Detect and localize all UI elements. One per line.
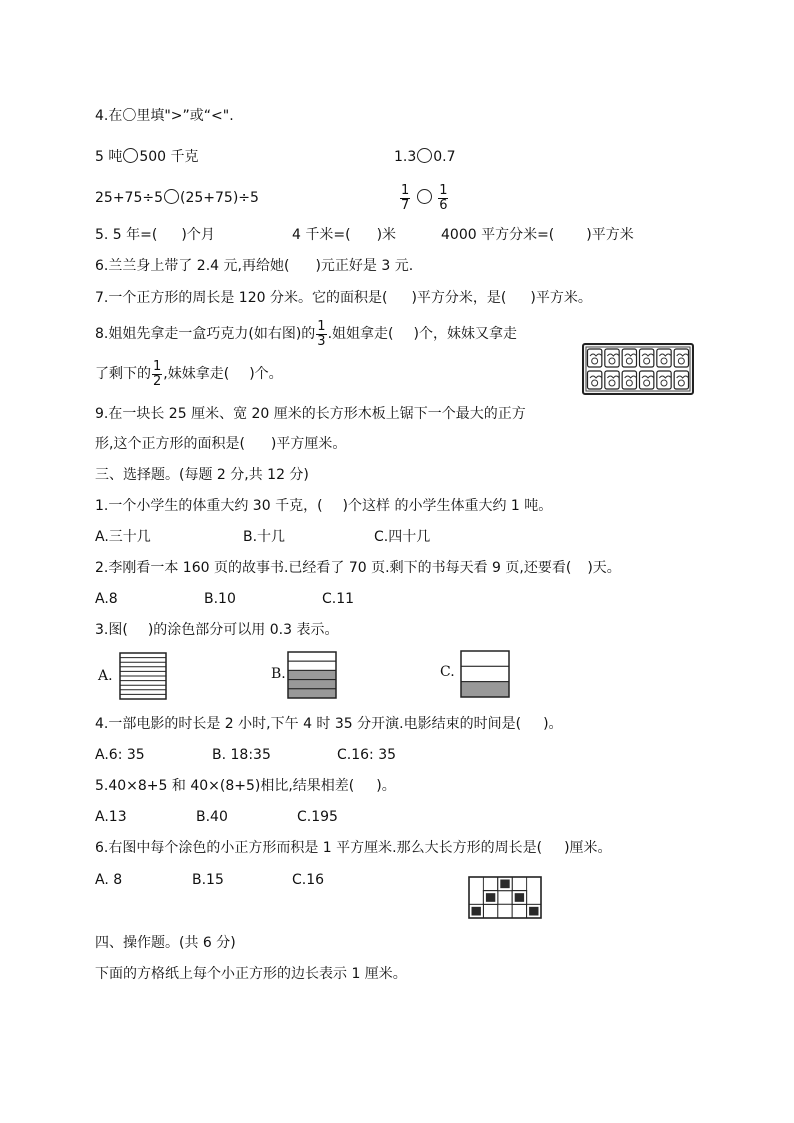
chocolate-box-figure (582, 343, 694, 395)
choice-3-figure-a[interactable] (119, 652, 167, 700)
q9-line1: 9.在一块长 25 厘米、宽 20 厘米的长方形木板上锯下一个最大的正方 (95, 406, 526, 422)
grid-cell (498, 891, 512, 905)
choice-4-option-c[interactable]: C.16: 35 (337, 747, 397, 763)
q8-line1: 8.姐姐先拿走一盒巧克力(如右图)的 $\frac{1}{3}$ .姐姐拿走( )个，妹妹又拿走 (95, 318, 517, 349)
choice-4-option-b[interactable]: B. 18:35 (212, 747, 271, 763)
blank-strip (461, 666, 509, 681)
shaded-strip (288, 680, 336, 689)
grid-cell (498, 904, 512, 918)
choice-5-option-a[interactable]: A.13 (95, 809, 127, 825)
blank-strip (461, 651, 509, 666)
fraction: $\frac{1}{7}$ (401, 182, 410, 213)
compare-circle[interactable] (123, 148, 138, 163)
choice-2-option-c[interactable]: C.11 (322, 591, 355, 607)
choice-3-figure-b[interactable] (287, 651, 337, 699)
q4-compare-b: 1.3 0.7 (394, 149, 456, 165)
choice-1-option-a[interactable]: A.三十几 (95, 529, 151, 545)
q5-part2: 4 千米=( )米 (292, 227, 397, 243)
choice-3-option-a-label[interactable]: A. (98, 668, 113, 684)
q6-line: 6.兰兰身上带了 2.4 元,再给她( )元正好是 3 元. (95, 258, 414, 274)
choice-5-option-c[interactable]: C.195 (297, 809, 338, 825)
shaded-square (529, 907, 538, 916)
choice-6-question: 6.右图中每个涂色的小正方形而积是 1 平方厘米.那么大长方形的周长是( )厘米。 (95, 840, 612, 856)
q4-compare-d (399, 180, 449, 216)
fraction: $\frac{1}{3}$ (317, 318, 326, 349)
fraction: $\frac{1}{6}$ (439, 182, 448, 213)
shaded-square (486, 893, 495, 902)
blank-strip (288, 652, 336, 661)
q9-line2: 形,这个正方形的面积是( )平方厘米。 (95, 436, 347, 452)
grid-cell (483, 877, 497, 891)
choice-4-question: 4.一部电影的时长是 2 小时,下午 4 时 35 分开演.电影结束的时间是( )。 (95, 716, 563, 732)
grid-cell (512, 877, 526, 891)
shaded-square (500, 880, 509, 889)
q4-compare-c: 25+75÷5 (25+75)÷5 (95, 190, 259, 206)
q5-part1: 5. 5 年=( )个月 (95, 227, 215, 243)
choice-5-option-b[interactable]: B.40 (196, 809, 228, 825)
shaded-strip (288, 689, 336, 698)
shaded-strip (461, 682, 509, 697)
section-3-title: 三、选择题。(每题 2 分,共 12 分) (95, 467, 309, 483)
choice-3-option-b-label[interactable]: B. (271, 666, 286, 682)
shaded-strip (288, 670, 336, 679)
choice-5-question: 5.40×8+5 和 40×(8+5)相比,结果相差( )。 (95, 778, 396, 794)
choice-1-option-b[interactable]: B.十几 (243, 529, 286, 545)
compare-circle[interactable] (417, 189, 432, 204)
blank-strip (288, 661, 336, 670)
choice-6-option-a[interactable]: A. 8 (95, 872, 123, 888)
section-4-description: 下面的方格纸上每个小正方形的边长表示 1 厘米。 (95, 966, 407, 982)
choice-4-option-a[interactable]: A.6: 35 (95, 747, 145, 763)
q5-part3: 4000 平方分米=( )平方米 (441, 227, 634, 243)
q4-title: 4.在〇里填">”或“<". (95, 108, 234, 124)
choice-2-option-b[interactable]: B.10 (204, 591, 236, 607)
choice-3-figure-c[interactable] (460, 650, 510, 698)
choice-1-question: 1.一个小学生的体重大约 30 千克，( )个这样 的小学生体重大约 1 吨。 (95, 498, 553, 514)
compare-circle[interactable] (164, 189, 179, 204)
shaded-square (472, 907, 481, 916)
choice-2-option-a[interactable]: A.8 (95, 591, 118, 607)
choice-3-option-c-label[interactable]: C. (440, 664, 455, 680)
choice-6-option-b[interactable]: B.15 (192, 872, 224, 888)
q8-line2: 了剩下的 $\frac{1}{2}$ ,妹妹拿走( )个。 (95, 358, 283, 389)
fraction: $\frac{1}{2}$ (153, 358, 162, 389)
choice-6-rectangle-figure (468, 876, 544, 920)
compare-circle[interactable] (417, 148, 432, 163)
q4-compare-a: 5 吨 500 千克 (95, 149, 199, 165)
choice-6-option-c[interactable]: C.16 (292, 872, 325, 888)
section-4-title: 四、操作题。(共 6 分) (95, 935, 236, 951)
choice-1-option-c[interactable]: C.四十几 (374, 529, 431, 545)
grid-cell (512, 904, 526, 918)
choice-3-question: 3.图( )的涂色部分可以用 0.3 表示。 (95, 622, 339, 638)
grid-cell (483, 904, 497, 918)
shaded-square (515, 893, 524, 902)
q7-line: 7.一个正方形的周长是 120 分米。它的面积是( )平方分米，是( )平方米。 (95, 290, 592, 306)
choice-2-question: 2.李刚看一本 160 页的故事书.已经看了 70 页.剩下的书每天看 9 页,还要看( )天。 (95, 560, 621, 576)
